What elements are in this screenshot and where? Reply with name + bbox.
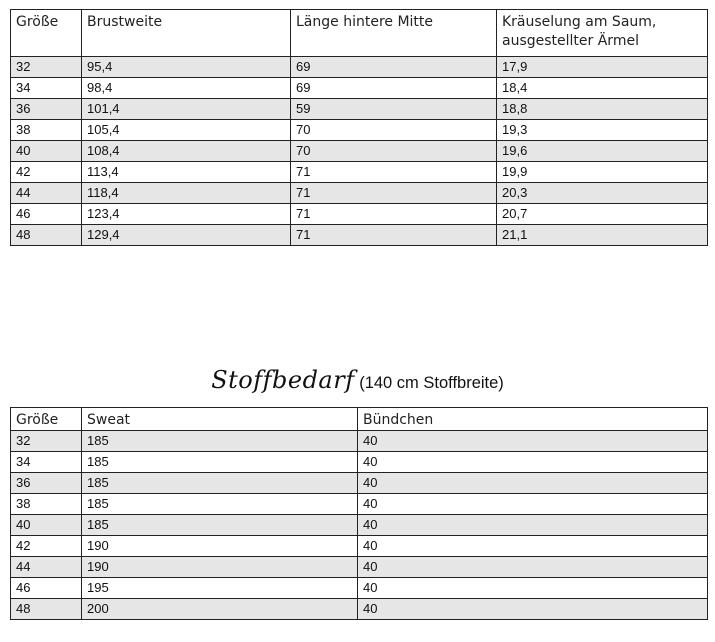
table-cell: 34 bbox=[11, 78, 82, 99]
table-cell: 19,3 bbox=[497, 120, 708, 141]
table-cell: 20,7 bbox=[497, 204, 708, 225]
table-cell: 185 bbox=[82, 431, 358, 452]
table-cell: 113,4 bbox=[82, 162, 291, 183]
table-cell: 200 bbox=[82, 599, 358, 620]
table-cell: 40 bbox=[11, 515, 82, 536]
table-row bbox=[11, 225, 708, 246]
table-row bbox=[11, 578, 708, 599]
table-cell: 195 bbox=[82, 578, 358, 599]
table-cell: 40 bbox=[358, 452, 708, 473]
table-row bbox=[11, 599, 708, 620]
table-cell: 32 bbox=[11, 431, 82, 452]
table-cell: 36 bbox=[11, 473, 82, 494]
table-cell: 32 bbox=[11, 57, 82, 78]
table-cell: 69 bbox=[291, 57, 497, 78]
table-cell: 20,3 bbox=[497, 183, 708, 204]
table-row bbox=[11, 494, 708, 515]
table-row bbox=[11, 120, 708, 141]
table-cell: 34 bbox=[11, 452, 82, 473]
table-cell: 42 bbox=[11, 162, 82, 183]
header-chest-width: Brustweite bbox=[82, 10, 291, 57]
table-cell: 185 bbox=[82, 452, 358, 473]
fabric-table-header bbox=[11, 408, 708, 431]
table-row bbox=[11, 557, 708, 578]
table-row bbox=[11, 204, 708, 225]
table-cell: 36 bbox=[11, 99, 82, 120]
table-cell: 40 bbox=[358, 515, 708, 536]
table-cell: 101,4 bbox=[82, 99, 291, 120]
table-cell: 71 bbox=[291, 183, 497, 204]
table-cell: 19,9 bbox=[497, 162, 708, 183]
table-cell: 38 bbox=[11, 120, 82, 141]
table-cell: 21,1 bbox=[497, 225, 708, 246]
table-cell: 108,4 bbox=[82, 141, 291, 162]
table-cell: 71 bbox=[291, 225, 497, 246]
table-cell: 48 bbox=[11, 225, 82, 246]
table-row bbox=[11, 183, 708, 204]
table-cell: 118,4 bbox=[82, 183, 291, 204]
table-cell: 105,4 bbox=[82, 120, 291, 141]
fabric-table bbox=[10, 407, 708, 620]
table-row bbox=[11, 473, 708, 494]
table-cell: 40 bbox=[358, 494, 708, 515]
table-cell: 19,6 bbox=[497, 141, 708, 162]
table-cell: 17,9 bbox=[497, 57, 708, 78]
table-cell: 44 bbox=[11, 183, 82, 204]
header-sweat: Sweat bbox=[82, 408, 358, 431]
header-back-length: Länge hintere Mitte bbox=[291, 10, 497, 57]
table-cell: 40 bbox=[358, 473, 708, 494]
table-cell: 38 bbox=[11, 494, 82, 515]
size-table bbox=[10, 9, 708, 246]
header-cuffs: Bündchen bbox=[358, 408, 708, 431]
table-cell: 40 bbox=[358, 557, 708, 578]
table-cell: 18,8 bbox=[497, 99, 708, 120]
table-cell: 40 bbox=[11, 141, 82, 162]
fabric-requirement-title bbox=[0, 366, 715, 394]
table-cell: 46 bbox=[11, 578, 82, 599]
table-cell: 129,4 bbox=[82, 225, 291, 246]
size-table-header bbox=[11, 10, 708, 57]
table-cell: 69 bbox=[291, 78, 497, 99]
table-row bbox=[11, 431, 708, 452]
table-row bbox=[11, 515, 708, 536]
table-cell: 48 bbox=[11, 599, 82, 620]
header-size: Größe bbox=[11, 408, 82, 431]
header-size: Größe bbox=[11, 10, 82, 57]
table-row bbox=[11, 452, 708, 473]
table-row bbox=[11, 536, 708, 557]
table-cell: 185 bbox=[82, 515, 358, 536]
fabric-table-body bbox=[11, 431, 708, 620]
table-cell: 190 bbox=[82, 536, 358, 557]
table-cell: 40 bbox=[358, 599, 708, 620]
table-cell: 40 bbox=[358, 431, 708, 452]
fabric-title-script: Stoffbedarf bbox=[211, 366, 355, 394]
table-row bbox=[11, 57, 708, 78]
header-hem-gathering: Kräuselung am Saum, ausgestellter Ärmel bbox=[497, 10, 708, 57]
table-cell: 98,4 bbox=[82, 78, 291, 99]
table-cell: 40 bbox=[358, 578, 708, 599]
table-cell: 40 bbox=[358, 536, 708, 557]
table-cell: 70 bbox=[291, 141, 497, 162]
table-cell: 46 bbox=[11, 204, 82, 225]
table-cell: 71 bbox=[291, 204, 497, 225]
table-cell: 71 bbox=[291, 162, 497, 183]
table-cell: 18,4 bbox=[497, 78, 708, 99]
table-row bbox=[11, 99, 708, 120]
table-cell: 123,4 bbox=[82, 204, 291, 225]
table-cell: 190 bbox=[82, 557, 358, 578]
table-cell: 59 bbox=[291, 99, 497, 120]
fabric-title-note: (140 cm Stoffbreite) bbox=[359, 374, 504, 392]
table-row bbox=[11, 162, 708, 183]
table-row bbox=[11, 78, 708, 99]
table-cell: 185 bbox=[82, 494, 358, 515]
table-row bbox=[11, 141, 708, 162]
table-cell: 70 bbox=[291, 120, 497, 141]
table-cell: 44 bbox=[11, 557, 82, 578]
table-cell: 185 bbox=[82, 473, 358, 494]
table-cell: 42 bbox=[11, 536, 82, 557]
table-cell: 95,4 bbox=[82, 57, 291, 78]
size-table-body bbox=[11, 57, 708, 246]
